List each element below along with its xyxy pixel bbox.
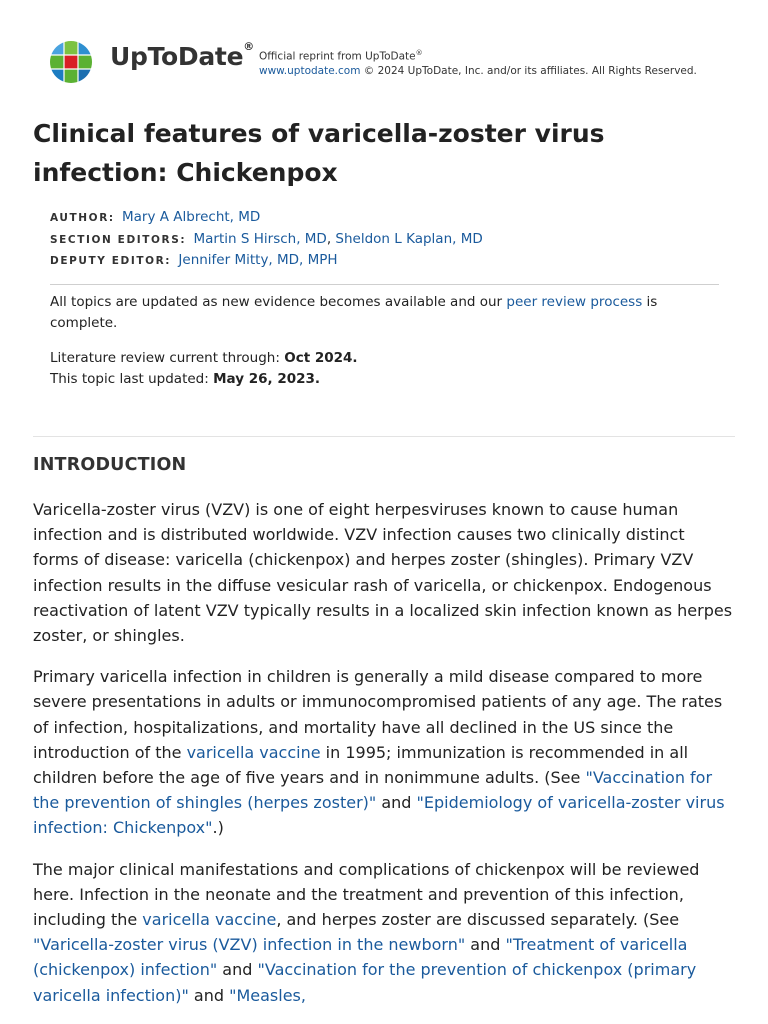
brand-name: UpToDate® [110,39,254,71]
deputy-editor-label: DEPUTY EDITOR: [50,255,172,268]
epidemiology-link[interactable]: "Epidemiology of varicella-zoster virus infection: Chickenpox" [33,793,725,838]
peer-review-link[interactable]: peer review process [506,294,643,310]
chickenpox-vaccination-link[interactable]: "Vaccination for the prevention of chickenpox (primary varicella infection)" [33,960,697,1005]
literature-review-date: Literature review current through: Oct 2024. [50,350,358,367]
author-link[interactable]: Mary A Albrecht, MD [122,209,261,225]
treatment-link[interactable]: "Treatment of varicella (chickenpox) infection" [33,935,688,980]
topic-meta [50,292,690,389]
section-divider [33,436,735,437]
header [49,40,729,82]
uptodate-site-link[interactable]: www.uptodate.com [259,64,361,77]
reprint-notice: Official reprint from UpToDate® www.uptodate.com © 2024 UpToDate, Inc. and/or its affiliates. All Rights Reserved. [259,49,697,77]
paragraph: Primary varicella infection in children is generally a mild disease compared to more severe presentations in adults or immunocompromised patients of any age. The rates of infection, hospitalizations, and mortality have all declined in the US since the introduction of the varicella vaccine in 1995; immunization is recommended in all children before the age of five years and in nonimmune adults. (See "Vaccination for the prevention of shingles (herpes zoster)" and "Epidemiology of varicella-zoster virus infection: Chickenpox".) [33,667,725,838]
section-editor-link-2[interactable]: Sheldon L Kaplan, MD [335,230,483,247]
author-label: AUTHOR: [50,212,115,224]
section-heading-introduction: INTRODUCTION [33,455,187,475]
varicella-vaccine-link[interactable]: varicella vaccine [142,910,277,930]
newborn-infection-link[interactable]: "Varicella-zoster virus (VZV) infection in the newborn" [33,935,466,955]
section-editor-link-1[interactable]: Martin S Hirsch, MD [193,230,327,247]
varicella-vaccine-link[interactable]: varicella vaccine [186,742,321,762]
update-policy-text: All topics are updated as new evidence becomes available and our peer review process is complete. [50,294,658,331]
paragraph: Varicella-zoster virus (VZV) is one of eight herpesviruses known to cause human infection and is distributed worldwide. VZV infection causes two clinically distinct forms of disease: varicella (chickenpox) and herpes zoster (shingles). Primary VZV infection results in the diffuse vesicular rash of varicella, or chickenpox. Endogenous reactivation of latent VZV typically results in a localized skin infection known as herpes zoster, or shingles. [33,500,733,646]
uptodate-logo-icon [49,40,93,84]
article-body [33,497,735,1024]
author-list: AUTHOR: Mary A Albrecht, MD SECTION EDITORS: Martin S Hirsch, MD, Sheldon L Kaplan, MD DEPUTY EDITOR: Jennifer Mitty, MD, MPH [50,209,483,269]
shingles-vaccination-link[interactable]: "Vaccination for the prevention of shingles (herpes zoster)" [33,768,713,813]
last-updated-date: This topic last updated: May 26, 2023. [50,370,321,387]
copyright-text: © 2024 UpToDate, Inc. and/or its affiliates. All Rights Reserved. [363,64,697,77]
page-title: Clinical features of varicella-zoster virus infection: Chickenpox [33,119,605,187]
paragraph: The major clinical manifestations and complications of chickenpox will be reviewed here. Infection in the neonate and the treatment and prevention of this infection, including the varicella vaccine, and herpes zoster are discussed separately. (See "Varicella-zoster virus (VZV) infection in the newborn" and "Treatment of varicella (chickenpox) infection" and "Vaccination for the prevention of chickenpox (primary varicella infection)" and "Measles, [33,859,700,1005]
section-editors-label: SECTION EDITORS: [50,233,187,246]
divider [50,284,719,285]
reprint-line: Official reprint from UpToDate [259,50,416,63]
measles-link[interactable]: "Measles, [229,985,306,1005]
deputy-editor-link[interactable]: Jennifer Mitty, MD, MPH [178,252,338,269]
